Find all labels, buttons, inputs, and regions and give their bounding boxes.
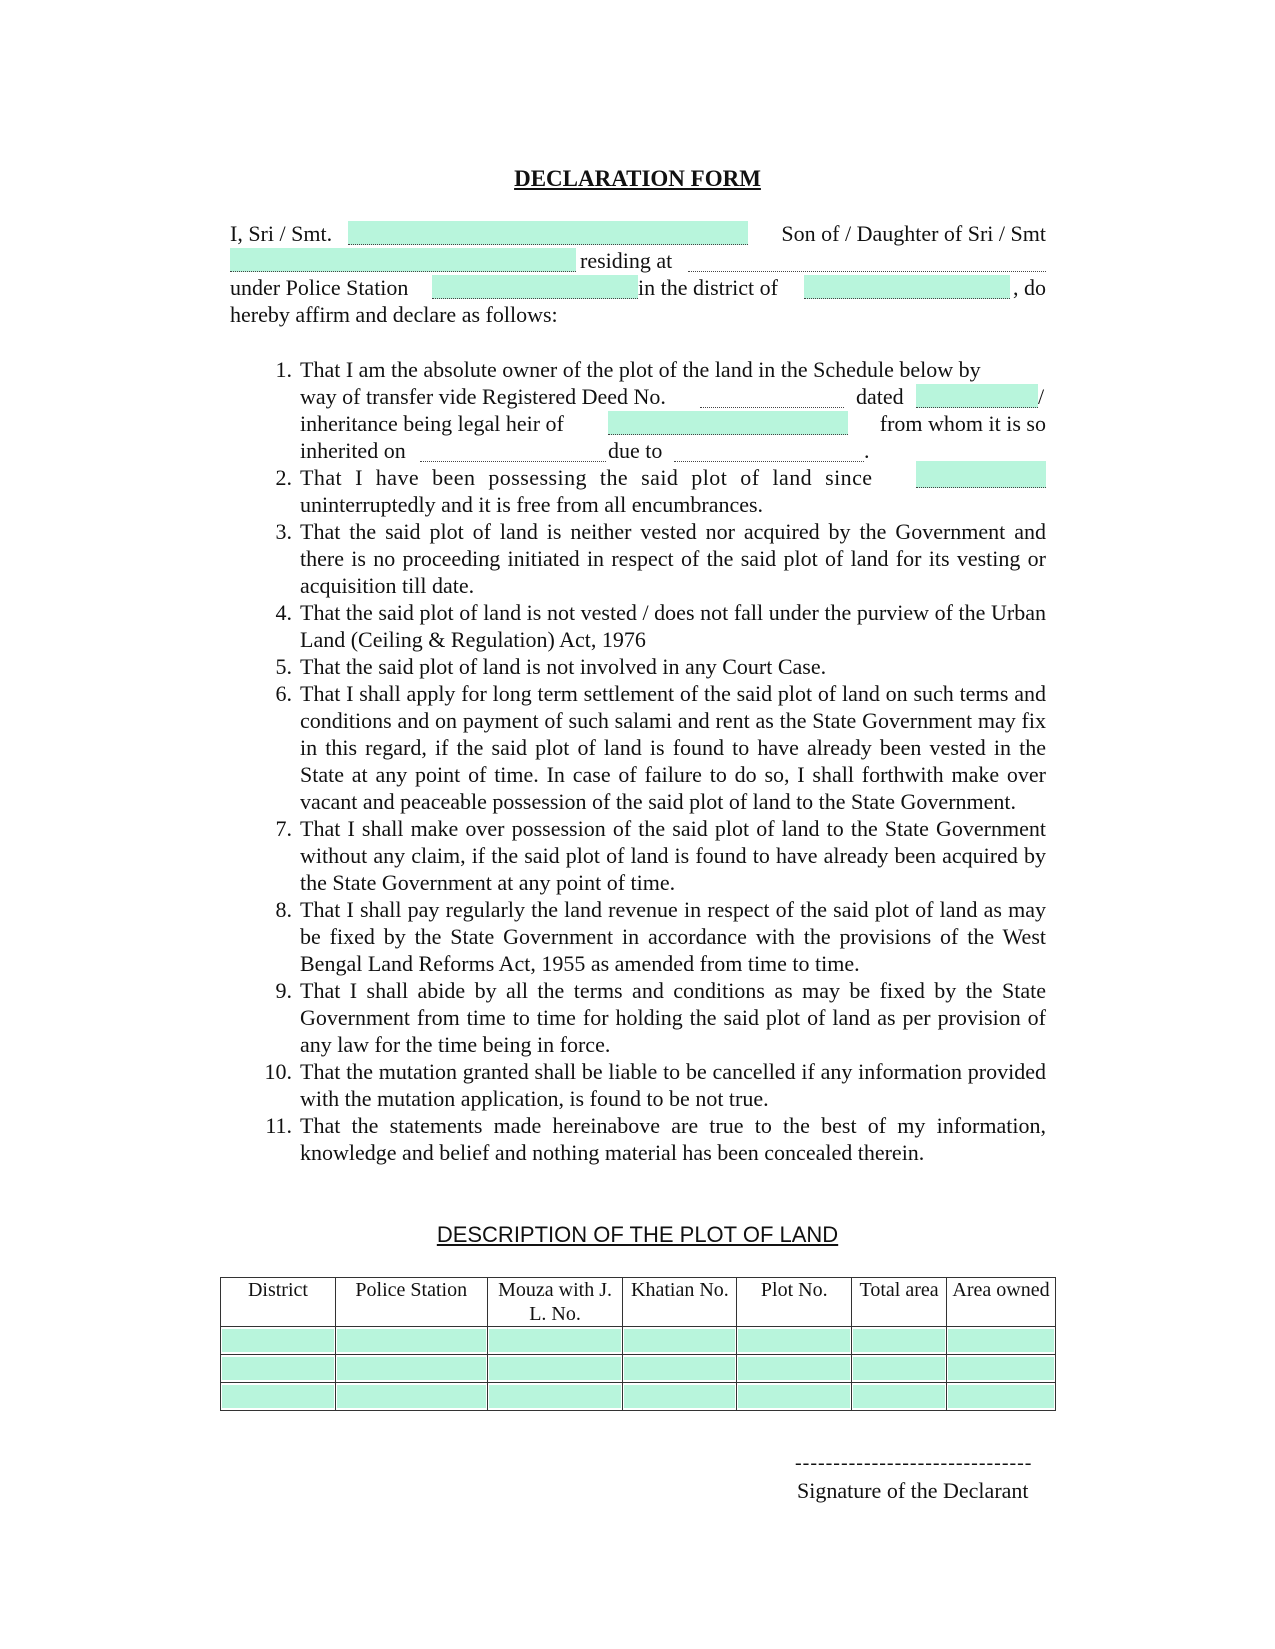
district-input[interactable]	[222, 1385, 334, 1408]
item1-text-b: way of transfer vide Registered Deed No.	[300, 384, 666, 409]
table-cell[interactable]	[487, 1327, 623, 1355]
police-station-input[interactable]	[337, 1385, 486, 1408]
area-owned-input[interactable]	[948, 1357, 1054, 1380]
item1-text-c: dated	[856, 384, 904, 409]
column-header-mouza: Mouza with J. L. No.	[487, 1278, 623, 1327]
column-header-police-station: Police Station	[335, 1278, 487, 1327]
intro-line-3	[230, 274, 1046, 301]
item1-text-i: .	[864, 438, 870, 463]
column-header-area-owned: Area owned	[947, 1278, 1056, 1327]
plot-description-title: DESCRIPTION OF THE PLOT OF LAND	[436, 1222, 839, 1247]
item-text: That I shall pay regularly the land revenue in respect of the said plot of land as may be fixed by the State Government in accordance with the provisions of the West Bengal Land Reforms Act, 1955 as amended from time to time.	[300, 897, 1046, 976]
item1-text-f: from whom it is so	[879, 411, 1046, 436]
item-number: 4.	[275, 600, 292, 625]
table-cell[interactable]	[947, 1355, 1056, 1383]
column-header-plot-no: Plot No.	[737, 1278, 852, 1327]
inherited-on-field[interactable]	[420, 438, 606, 462]
khatian-input[interactable]	[624, 1329, 735, 1352]
item-number: 2.	[275, 465, 292, 490]
total-area-input[interactable]	[853, 1385, 945, 1408]
item1-text-a: That I am the absolute owner of the plot of the land in the Schedule below by	[300, 357, 981, 382]
plot-description-table	[220, 1277, 1056, 1411]
column-header-khatian: Khatian No.	[623, 1278, 737, 1327]
district-input[interactable]	[222, 1357, 334, 1380]
legal-heir-of-field[interactable]	[608, 411, 848, 435]
district-input[interactable]	[222, 1329, 334, 1352]
table-row	[221, 1383, 1056, 1411]
item-text: That I shall make over possession of the said plot of land to the State Government without any claim, if the said plot of land is found to have already been acquired by the State Government at any point of time.	[300, 816, 1046, 895]
mouza-input[interactable]	[489, 1385, 622, 1408]
table-cell[interactable]	[335, 1327, 487, 1355]
table-cell[interactable]	[623, 1383, 737, 1411]
table-cell[interactable]	[221, 1383, 336, 1411]
item-text: That I shall apply for long term settlement of the said plot of land on such terms and conditions and on payment of such salami and rent as the State Government may fix in this regard, if the said plot of land is found to have already been vested in the State at any point of time. In case of failure to do so, I shall forthwith make over vacant and peaceable possession of the said plot of land to the State Government.	[300, 681, 1046, 814]
deed-date-field[interactable]	[916, 384, 1038, 408]
table-cell[interactable]	[335, 1383, 487, 1411]
item2-text-a: That I have been possessing the said plot of land since	[300, 465, 873, 490]
police-station-input[interactable]	[337, 1357, 486, 1380]
item-text: That the said plot of land is neither vested nor acquired by the Government and there is no proceeding initiated in respect of the said plot of land for its vesting or acquisition till date.	[300, 519, 1046, 598]
area-owned-input[interactable]	[948, 1329, 1054, 1352]
intro-text-district: in the district of	[638, 275, 778, 300]
intro-text-sri: I, Sri / Smt.	[230, 221, 333, 246]
table-cell[interactable]	[221, 1327, 336, 1355]
table-cell[interactable]	[221, 1355, 336, 1383]
due-to-field[interactable]	[674, 438, 864, 462]
table-cell[interactable]	[737, 1355, 852, 1383]
table-header-row	[221, 1278, 1056, 1327]
list-item	[230, 977, 1046, 1058]
intro-line-1	[230, 220, 1046, 247]
item1-text-g: inherited on	[300, 438, 406, 463]
item-text: That the said plot of land is not involved in any Court Case.	[300, 654, 827, 679]
intro-text-son-of: Son of / Daughter of Sri / Smt	[781, 221, 1046, 246]
page-title: DECLARATION FORM	[514, 166, 761, 191]
plot-no-input[interactable]	[738, 1385, 850, 1408]
item1-text-h: due to	[608, 438, 663, 463]
list-item	[230, 680, 1046, 815]
police-station-input[interactable]	[337, 1329, 486, 1352]
table-cell[interactable]	[852, 1383, 947, 1411]
table-cell[interactable]	[737, 1327, 852, 1355]
table-row	[221, 1355, 1056, 1383]
item-number: 7.	[275, 816, 292, 841]
khatian-input[interactable]	[624, 1385, 735, 1408]
list-item	[230, 1058, 1046, 1112]
item-number: 10.	[264, 1059, 292, 1084]
plot-no-input[interactable]	[738, 1357, 850, 1380]
item-text: That the said plot of land is not vested / does not fall under the purview of the Urban Land (Ceiling & Regulation) Act, 1976	[300, 600, 1046, 652]
intro-text-police-station: under Police Station	[230, 275, 409, 300]
item1-text-d: /	[1038, 384, 1045, 409]
table-cell[interactable]	[852, 1327, 947, 1355]
item-number: 5.	[275, 654, 292, 679]
item-text: That the statements made hereinabove are true to the best of my information, knowledge and belief and nothing material has been concealed therein.	[300, 1113, 1046, 1165]
column-header-total-area: Total area	[852, 1278, 947, 1327]
table-cell[interactable]	[623, 1355, 737, 1383]
intro-text-residing: residing at	[580, 248, 673, 273]
intro-line-4	[230, 301, 1046, 328]
deed-number-field[interactable]	[700, 384, 844, 408]
table-cell[interactable]	[335, 1355, 487, 1383]
mouza-input[interactable]	[489, 1357, 622, 1380]
address-field[interactable]	[688, 248, 1046, 272]
list-item	[230, 599, 1046, 653]
table-cell[interactable]	[852, 1355, 947, 1383]
possessing-since-field[interactable]	[916, 461, 1046, 488]
item-number: 8.	[275, 897, 292, 922]
column-header-district: District	[221, 1278, 336, 1327]
area-owned-input[interactable]	[948, 1385, 1054, 1408]
mouza-input[interactable]	[489, 1329, 622, 1352]
list-item	[230, 464, 1046, 518]
signature-label: Signature of the Declarant	[797, 1478, 1029, 1503]
list-item	[230, 815, 1046, 896]
plot-no-input[interactable]	[738, 1329, 850, 1352]
item-number: 9.	[275, 978, 292, 1003]
list-item	[230, 518, 1046, 599]
intro-line-2	[230, 247, 1046, 274]
intro-text-affirm: hereby affirm and declare as follows:	[230, 302, 558, 327]
item-text: That I shall abide by all the terms and conditions as may be fixed by the State Government from time to time for holding the said plot of land as per provision of any law for the time being in force.	[300, 978, 1046, 1057]
item-number: 1.	[275, 357, 292, 382]
district-field[interactable]	[804, 275, 1010, 299]
table-cell[interactable]	[947, 1327, 1056, 1355]
list-item	[230, 653, 1046, 680]
item-number: 6.	[275, 681, 292, 706]
intro-text-do: , do	[1013, 275, 1046, 300]
table-cell[interactable]	[487, 1355, 623, 1383]
declaration-list	[230, 356, 1046, 1166]
table-row	[221, 1327, 1056, 1355]
signature-line: -------------------------------	[795, 1452, 1033, 1474]
list-item	[230, 1112, 1046, 1166]
item-number: 11.	[265, 1113, 292, 1138]
total-area-input[interactable]	[853, 1329, 945, 1352]
table-cell[interactable]	[947, 1383, 1056, 1411]
table-cell[interactable]	[623, 1327, 737, 1355]
table-cell[interactable]	[487, 1383, 623, 1411]
declarant-name-field[interactable]	[348, 221, 748, 245]
khatian-input[interactable]	[624, 1357, 735, 1380]
total-area-input[interactable]	[853, 1357, 945, 1380]
item2-text-b: uninterruptedly and it is free from all encumbrances.	[300, 492, 764, 517]
police-station-field[interactable]	[432, 275, 638, 299]
list-item	[230, 896, 1046, 977]
item1-text-e: inheritance being legal heir of	[300, 411, 564, 436]
list-item	[230, 356, 1046, 464]
item-text: That the mutation granted shall be liable to be cancelled if any information provided with the mutation application, is found to be not true.	[300, 1059, 1046, 1111]
table-cell[interactable]	[737, 1383, 852, 1411]
parent-name-field[interactable]	[230, 248, 576, 272]
item-number: 3.	[275, 519, 292, 544]
